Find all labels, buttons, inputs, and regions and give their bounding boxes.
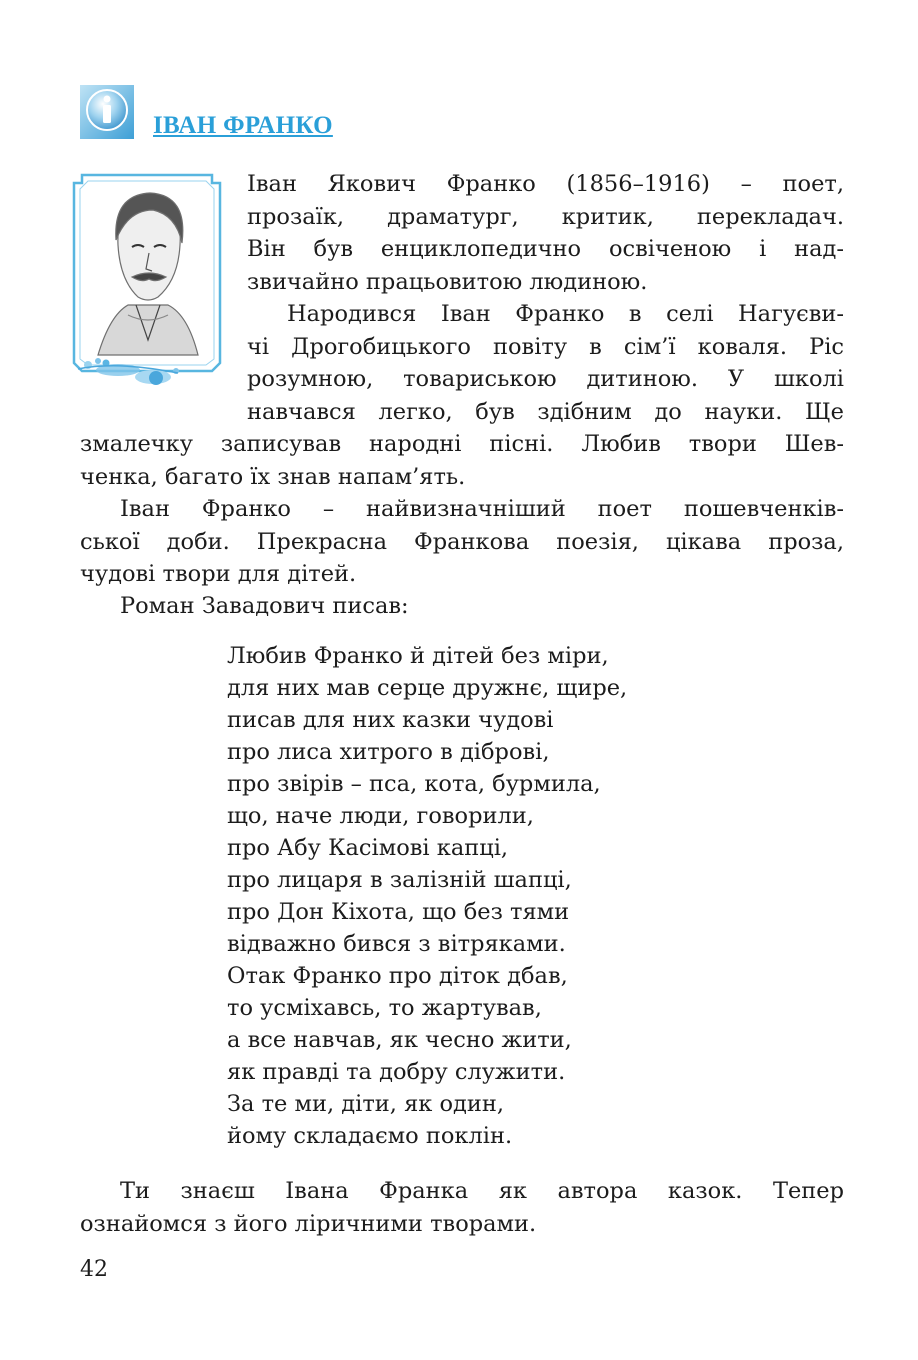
poem-line: відважно бився з вітряками. [227,931,566,957]
poem-line: Любив Франко й дітей без міри, [227,643,609,669]
page-title: ІВАН ФРАНКО [153,112,333,139]
poem-line: про лиса хитрого в діброві, [227,739,550,765]
poem-line: про лицаря в залізній шапці, [227,867,572,893]
intro-paragraph-1 [247,168,844,298]
poem-line: як правді та добру служити. [227,1059,566,1085]
portrait-image [58,165,236,415]
text-line: ської доби. Прекрасна Франкова поезія, цікава проза, [80,528,844,555]
text-line: Роман Завадович писав: [120,593,409,619]
text-line: звичайно працьовитою людиною. [247,268,648,295]
text-line: чудові твори для дітей. [80,561,357,587]
text-line: ченка, багато їх знав напам’ять. [80,463,466,490]
text-line: навчався легко, був здібним до науки. Ще [247,398,844,425]
poem-line: що, наче люди, говорили, [227,803,534,829]
intro-paragraph-2 [247,298,844,428]
paragraph-3 [80,493,844,591]
text-line: Народився Іван Франко в селі Нагуєви- [287,301,844,327]
poem-line: для них мав серце дружнє, щире, [227,675,628,701]
text-line: розумною, товариською дитиною. У школі [247,366,844,392]
poem-line: Отак Франко про діток дбав, [227,963,568,989]
poem-line: а все навчав, як чесно жити, [227,1027,572,1053]
poem-line: про Абу Касімові капці, [227,835,509,861]
text-line: Іван Франко – найвизначніший поет пошевченків- [120,496,844,522]
page-number: 42 [80,1257,108,1282]
intro-paragraph-2-cont [80,428,844,493]
closing-paragraph [80,1175,844,1240]
text-line: ознайомся з його ліричними творами. [80,1210,537,1237]
info-icon [80,85,134,139]
text-line: Іван Якович Франко (1856–1916) – поет, [247,171,844,197]
text-line: Ти знаєш Івана Франка як автора казок. Тепер [120,1178,844,1204]
poem-line: про Дон Кіхота, що без тями [227,899,570,925]
text-line: чі Дрогобицького повіту в сім’ї коваля. Ріс [247,333,844,360]
poem-line: писав для них казки чудові [227,707,554,733]
poem [227,640,627,1152]
text-line: Він був енциклопедично освіченою і над- [247,236,844,262]
poem-line: йому складаємо поклін. [227,1123,513,1149]
text-line: змалечку записував народні пісні. Любив твори Шев- [80,431,844,457]
text-line: прозаїк, драматург, критик, перекладач. [247,203,844,230]
poem-line: про звірів – пса, кота, бурмила, [227,771,601,797]
poem-line: За те ми, діти, як один, [227,1091,505,1117]
poem-line: то усміхавсь, то жартував, [227,995,542,1021]
paragraph-4 [120,590,844,623]
